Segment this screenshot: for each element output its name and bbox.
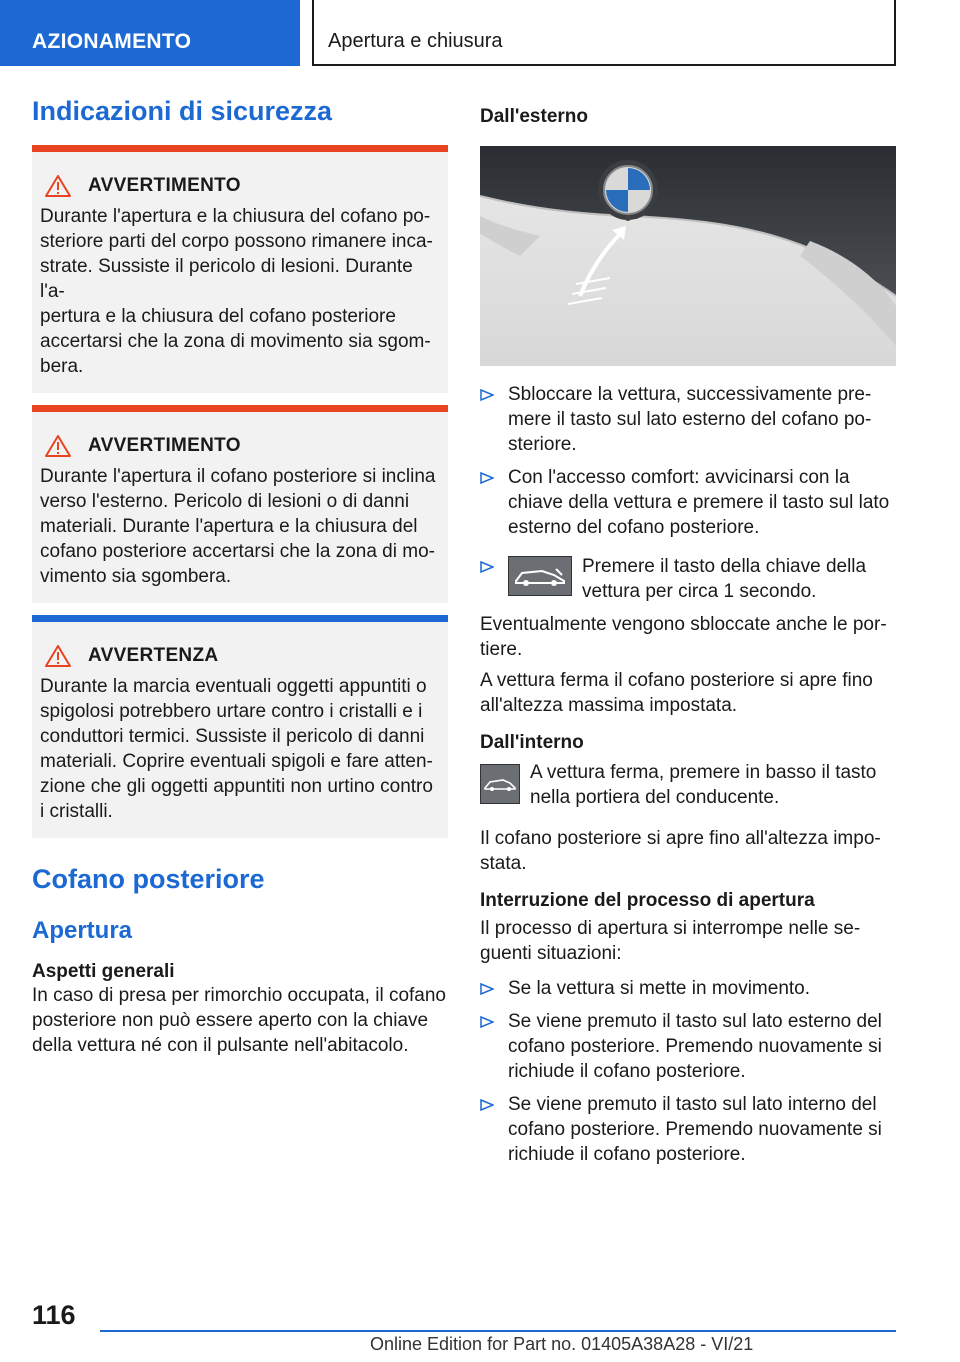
list-item-text: Se viene premuto il tasto sul lato esterno del cofano posteriore. Premendo nuovamente si richiude il cofano posteriore.: [508, 1011, 882, 1082]
list-item: [480, 465, 896, 540]
warning-box: [32, 145, 448, 393]
notice-title: AVVERTENZA: [88, 645, 219, 666]
warning-triangle-icon: [44, 174, 72, 198]
list-item: [480, 976, 896, 1001]
footer-divider: [100, 1330, 896, 1332]
safety-heading: Indicazioni di sicurezza: [32, 96, 333, 126]
interrupt-heading: Interruzione del processo di apertura: [480, 890, 815, 911]
list-item-text: Con l'accesso comfort: avvicinarsi con la chiave della vettura e premere il tasto sul lato esterno del cofano posteriore.: [508, 467, 890, 538]
warning-title: AVVERTIMENTO: [88, 175, 241, 196]
interrupt-text: Il processo di apertura si interrompe nelle se- guenti situazioni:: [480, 918, 861, 964]
edition-text: Online Edition for Part no. 01405A38A28 - VI/21: [370, 1334, 754, 1354]
right-column: [480, 96, 896, 1175]
page-number: 116: [32, 1300, 76, 1330]
list-item: [480, 1092, 896, 1167]
triangle-bullet-icon: [480, 1099, 494, 1111]
list-item-text: Sbloccare la vettura, successivamente pre- mere il tasto sul lato esterno del cofano po- steriore.: [508, 384, 872, 455]
warning-title: AVVERTIMENTO: [88, 435, 241, 456]
warning-text: Durante l'apertura il cofano posteriore si inclina verso l'esterno. Pericolo di lesioni o di danni materiali. Durante l'apertura e la chiusura del cofano posteriore accertarsi che la zona di mo- vimento sia sgombera.: [40, 466, 436, 587]
paragraph: Eventualmente vengono sbloccate anche le por- tiere.: [480, 614, 887, 660]
notice-text: Durante la marcia eventuali oggetti appuntiti o spigolosi potrebbero urtare contro i cristalli e i conduttori termici. Sussiste il pericolo di danni materiali. Coprire eventuali spigoli e fare atten- zione che gli oggetti appuntiti non urtino contro i cristalli.: [40, 676, 433, 822]
list-item: [480, 554, 896, 604]
notice-box: [32, 615, 448, 838]
general-text: In caso di presa per rimorchio occupata, il cofano posteriore non può essere aperto con la chiave della vettura né con il pulsante nell'abitacolo.: [32, 985, 446, 1056]
list-item: [480, 382, 896, 457]
chapter-title: Apertura e chiusura: [312, 0, 896, 66]
paragraph: A vettura ferma il cofano posteriore si apre fino all'altezza massima impostata.: [480, 670, 873, 716]
opening-subheading: Apertura: [32, 917, 133, 944]
tailgate-heading: Cofano posteriore: [32, 864, 265, 894]
general-heading: Aspetti generali: [32, 961, 175, 982]
inside-text: A vettura ferma, premere in basso il tasto nella portiera del conducente.: [530, 762, 877, 808]
warning-triangle-icon: [44, 434, 72, 458]
list-item: [480, 1009, 896, 1084]
triangle-bullet-icon: [480, 561, 494, 573]
triangle-bullet-icon: [480, 1016, 494, 1028]
warning-triangle-icon: [44, 644, 72, 668]
list-item-text: Premere il tasto della chiave della vettura per circa 1 secondo.: [582, 556, 867, 602]
warning-box: [32, 405, 448, 603]
list-item-text: Se la vettura si mette in movimento.: [508, 978, 811, 999]
paragraph: Il cofano posteriore si apre fino all'altezza impo- stata.: [480, 828, 881, 874]
tailgate-photo: [480, 146, 896, 366]
tailgate-illustration: [480, 146, 896, 366]
triangle-bullet-icon: [480, 389, 494, 401]
page-header: [0, 0, 960, 66]
car-trunk-key-icon: [508, 556, 572, 596]
inside-heading: Dall'interno: [480, 732, 584, 753]
car-trunk-button-icon: [480, 764, 520, 804]
list-item-text: Se viene premuto il tasto sul lato interno del cofano posteriore. Premendo nuovamente si richiude il cofano posteriore.: [508, 1094, 882, 1165]
warning-text: Durante l'apertura e la chiusura del cofano po- steriore parti del corpo possono rimanere inca- strate. Sussiste il pericolo di lesioni. Durante l'a- pertura e la chiusura del cofano posteriore accertarsi che la zona di movimento sia sgom- bera.: [40, 206, 433, 377]
outside-heading: Dall'esterno: [480, 106, 588, 127]
triangle-bullet-icon: [480, 983, 494, 995]
triangle-bullet-icon: [480, 472, 494, 484]
section-tab: AZIONAMENTO: [0, 0, 300, 66]
left-column: [32, 96, 448, 1058]
